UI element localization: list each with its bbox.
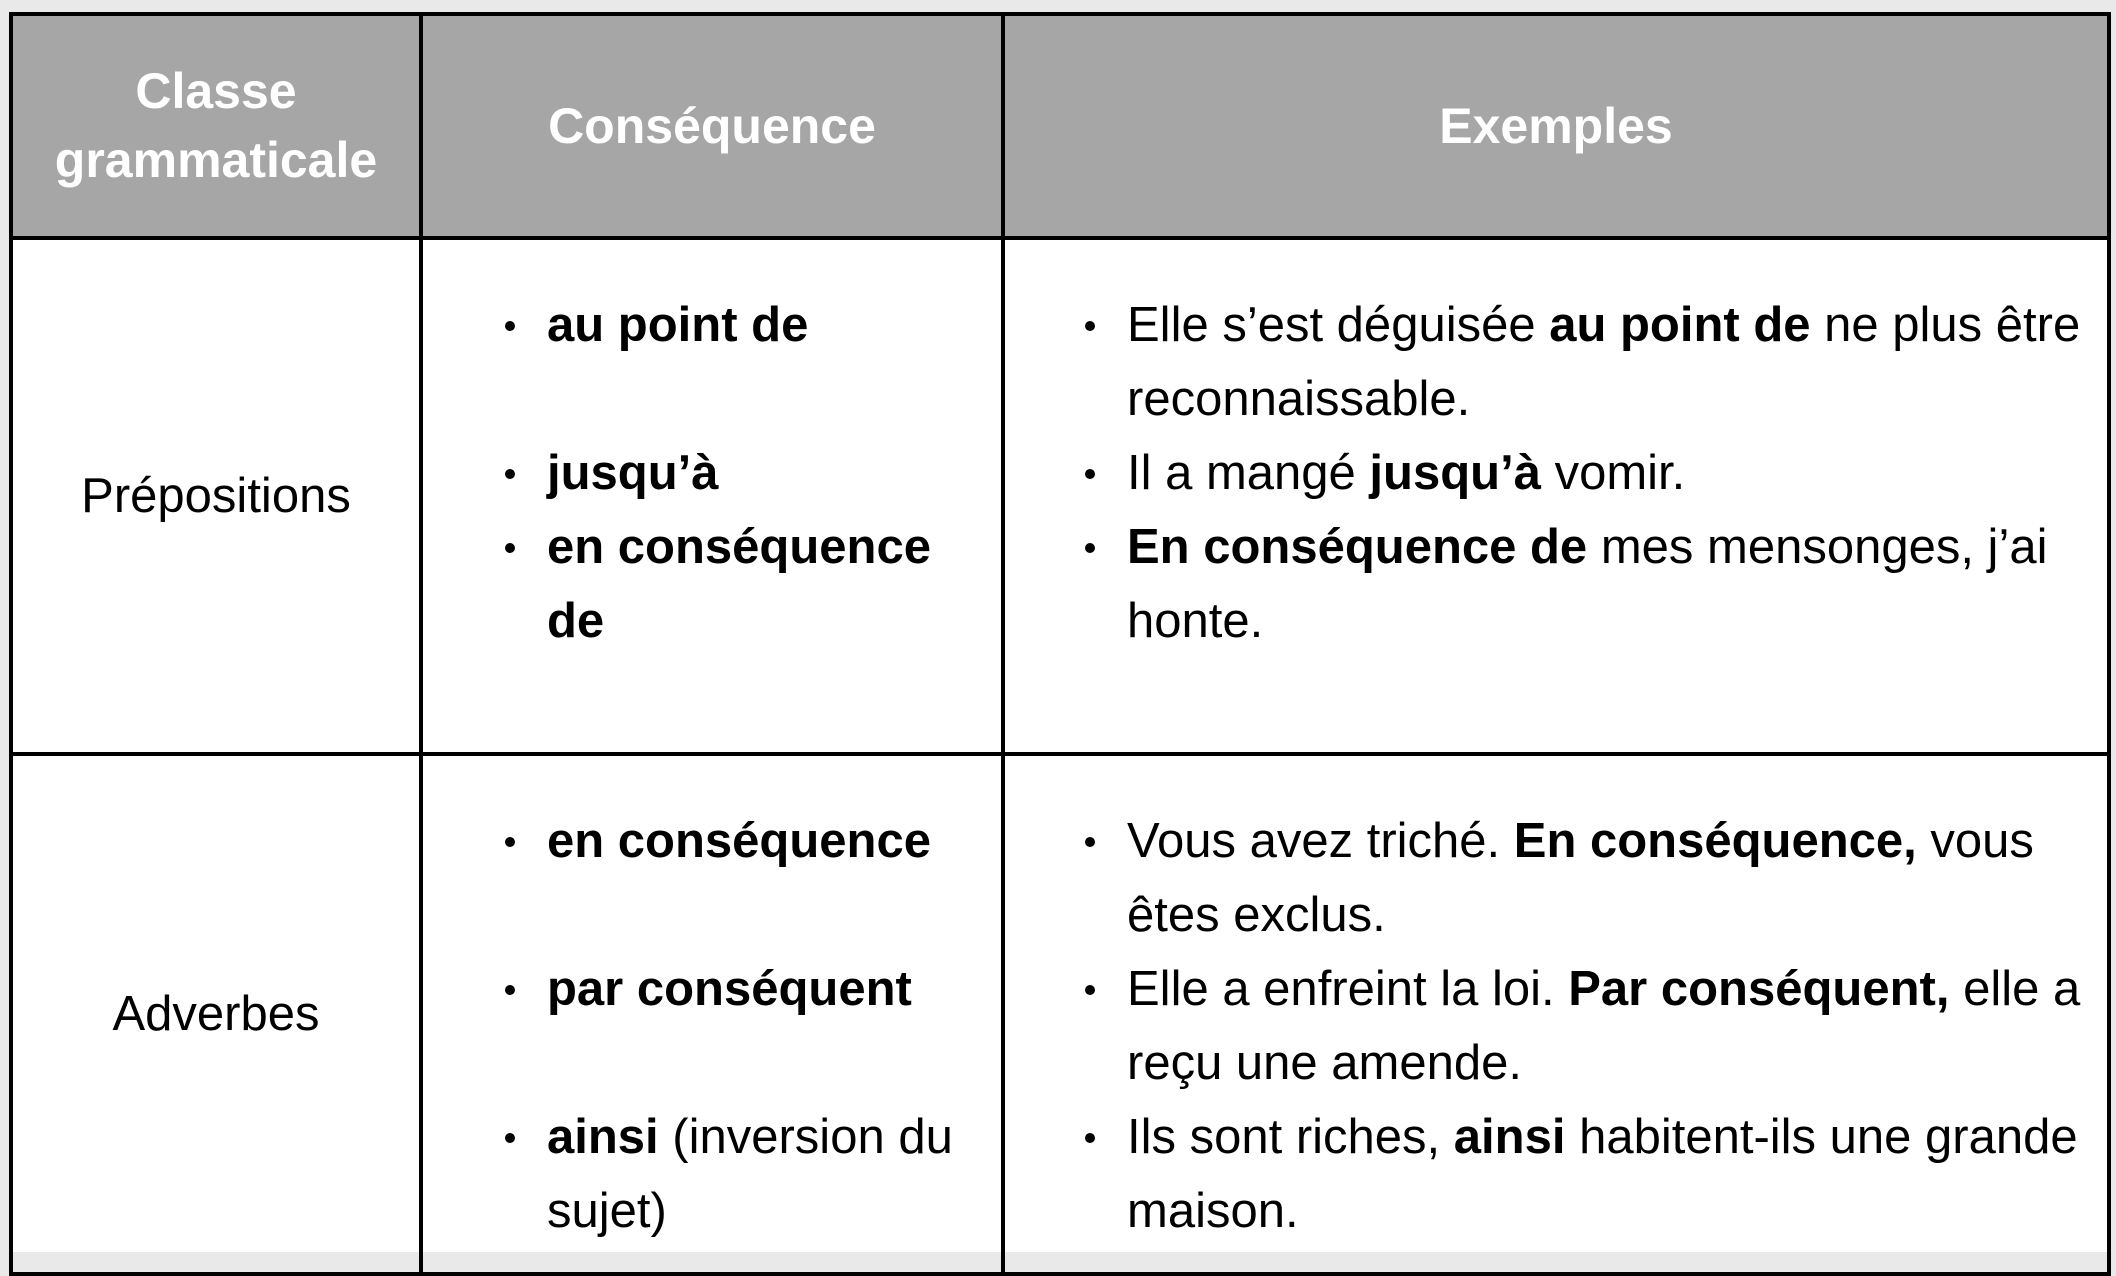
header-classe-line2: grammaticale: [54, 132, 378, 188]
classe-cell: Prépositions: [11, 238, 421, 754]
examples-cell: [1003, 754, 2109, 1274]
header-exemples: Exemples: [1003, 14, 2109, 238]
example-text-before: Ils sont riches,: [1127, 1110, 1454, 1164]
example-keyword: Par conséquent,: [1568, 962, 1950, 1016]
consequence-term: en conséquence: [547, 814, 931, 868]
example-item: [1127, 952, 2087, 1100]
examples-list: [1005, 756, 2107, 1248]
consequence-list: [423, 240, 1001, 658]
example-keyword: ainsi: [1453, 1110, 1566, 1164]
grammar-table-container: [9, 12, 2107, 1252]
example-keyword: jusqu’à: [1369, 446, 1541, 500]
header-classe-line1: Classe: [135, 63, 297, 119]
table-header-row: [11, 14, 2109, 238]
consequence-cell: [421, 238, 1003, 754]
example-text-before: Il a mangé: [1127, 446, 1370, 500]
example-text-before: Elle s’est déguisée: [1127, 298, 1550, 352]
consequence-cell: [421, 754, 1003, 1274]
example-text-after: vomir.: [1540, 446, 1686, 500]
example-keyword: En conséquence,: [1513, 814, 1917, 868]
consequence-note: (inversion du sujet): [547, 1110, 953, 1238]
consequence-item: [547, 1100, 981, 1248]
example-text-after: vous êtes exclus.: [1127, 814, 2034, 942]
consequence-term: par conséquent: [547, 962, 912, 1016]
example-keyword: au point de: [1549, 298, 1811, 352]
example-text-after: ne plus être reconnaissable.: [1127, 298, 2081, 426]
consequence-term: en conséquence de: [547, 520, 931, 648]
example-text-before: Elle a enfreint la loi.: [1127, 962, 1569, 1016]
consequence-term: au point de: [547, 298, 809, 352]
consequence-item: [547, 804, 981, 878]
consequence-grammar-table: [9, 12, 2111, 1276]
header-consequence: Conséquence: [421, 14, 1003, 238]
example-text-after: habitent-ils une grande maison.: [1127, 1110, 2078, 1238]
examples-cell: [1003, 238, 2109, 754]
consequence-term: jusqu’à: [547, 446, 719, 500]
example-text-after: elle a reçu une amende.: [1127, 962, 2081, 1090]
example-item: [1127, 436, 2087, 510]
consequence-item: [547, 288, 981, 362]
table-row: [11, 754, 2109, 1274]
consequence-item: [547, 436, 981, 510]
table-row: [11, 238, 2109, 754]
header-classe-grammaticale: [11, 14, 421, 238]
example-item: [1127, 288, 2087, 436]
example-item: [1127, 1100, 2087, 1248]
consequence-item: [547, 952, 981, 1026]
example-item: [1127, 510, 2087, 658]
examples-list: [1005, 240, 2107, 658]
classe-cell: Adverbes: [11, 754, 421, 1274]
consequence-term: ainsi: [547, 1110, 659, 1164]
example-text-after: mes mensonges, j’ai honte.: [1127, 520, 2048, 648]
example-item: [1127, 804, 2087, 952]
consequence-item: [547, 510, 981, 658]
consequence-list: [423, 756, 1001, 1248]
example-text-before: Vous avez triché.: [1127, 814, 1514, 868]
example-keyword: En conséquence de: [1127, 520, 1588, 574]
